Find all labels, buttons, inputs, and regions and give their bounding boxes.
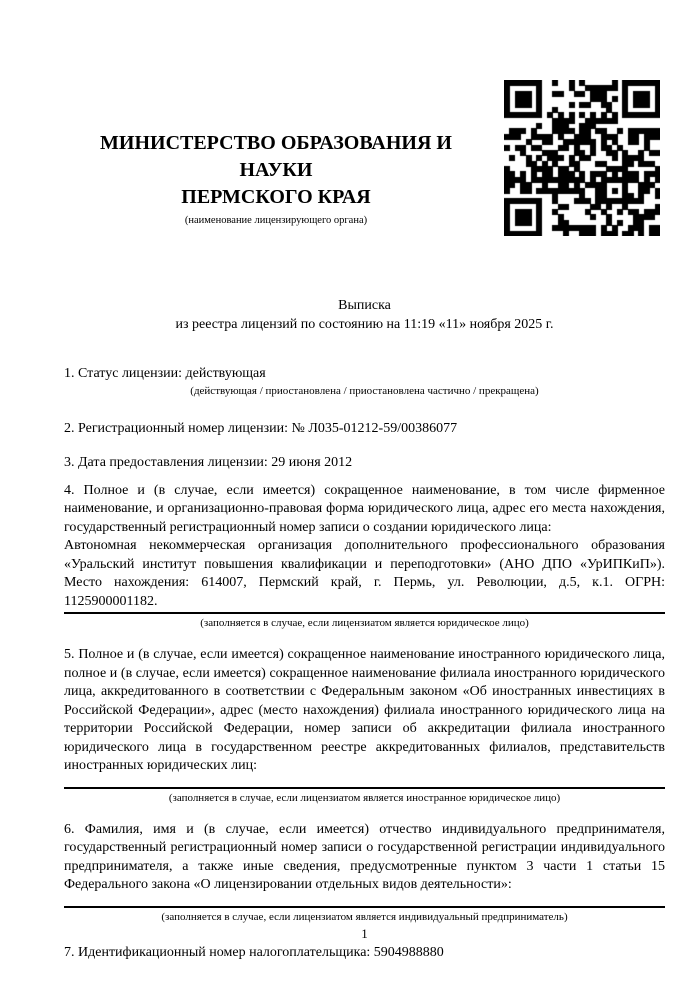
legal-entity-caption: (заполняется в случае, если лицензиатом является юридическое лицо) <box>200 617 529 629</box>
document-title-line2: из реестра лицензий по состоянию на 11:19 «11» ноября 2025 г. <box>175 316 554 332</box>
document-title-line1: Выписка <box>338 298 391 313</box>
taxpayer-number-text: 7. Идентификационный номер налогоплательщика: 5904988880 <box>64 944 444 960</box>
legal-entity-label: 4. Полное и (в случае, если имеется) сокращенное наименование, в том числе фирменное наименование, и организационно-правовая форма юридического лица, адрес его места нахождения, государственный регистрационный номер записи о создании юридического лица: <box>64 482 665 535</box>
ministry-name <box>64 130 488 211</box>
license-date-text: 3. Дата предоставления лицензии: 29 июня 2012 <box>64 455 353 470</box>
document-body <box>64 297 665 962</box>
item-license-date <box>64 454 665 473</box>
individual-entrepreneur-caption: (заполняется в случае, если лицензиатом является индивидуальный предприниматель) <box>161 910 568 923</box>
item-license-status <box>64 365 665 398</box>
ministry-header <box>64 130 488 227</box>
item-foreign-entity <box>64 646 665 805</box>
item-registration-number <box>64 420 665 439</box>
item-individual-entrepreneur <box>64 821 665 924</box>
individual-entrepreneur-label: 6. Фамилия, имя и (в случае, если имеется) отчество индивидуального предпринимателя, государственный регистрационный номер записи о государственной регистрации индивидуального предпринимателя, а также иные сведения, предусмотренные пунктом 3 части 1 статьи 15 Федерального закона «О лицензировании отдельных видов деятельности»: <box>64 821 665 892</box>
ministry-name-line2: ПЕРМСКОГО КРАЯ <box>181 186 371 208</box>
license-status-options-caption: (действующая / приостановлена / приостановлена частично / прекращена) <box>190 384 539 397</box>
document-title <box>64 297 665 334</box>
license-status-text: 1. Статус лицензии: действующая <box>64 366 266 381</box>
qr-code <box>504 80 660 236</box>
foreign-entity-blank-line <box>64 776 665 789</box>
item-taxpayer-number <box>64 944 665 963</box>
foreign-entity-label: 5. Полное и (в случае, если имеется) сокращенное наименование иностранного юридического лица, полное и (в случае, если имеется) сокращенное наименование филиала иностранного юридического лица, аккредитованного в соответствии с Федеральным законом «Об иностранных инвестициях в Российской Федерации», адрес (место нахождения) филиала иностранного юридического лица на территории Российской Федерации, номер записи об аккредитации филиала иностранного юридического лица в государственном реестре аккредитованных филиалов, представительств иностранных юридических лиц: <box>64 647 665 773</box>
page-number: 1 <box>361 926 368 941</box>
registration-number-text: 2. Регистрационный номер лицензии: № Л035-01212-59/00386077 <box>64 420 458 436</box>
ministry-name-line1: МИНИСТЕРСТВО ОБРАЗОВАНИЯ И НАУКИ <box>100 132 452 181</box>
foreign-entity-caption: (заполняется в случае, если лицензиатом является иностранное юридическое лицо) <box>168 791 561 804</box>
ministry-caption: (наименование лицензирующего органа) <box>184 215 368 226</box>
legal-entity-value: Автономная некоммерческая организация дополнительного профессионального образования «Уральский институт повышения квалификации и переподготовки» (АНО ДПО «УрИПКиП»). Место нахождения: 614007, Пермский край, г. Пермь, ул. Революции, д.5, к.1. ОГРН: 1125900001182. <box>64 537 665 614</box>
individual-entrepreneur-blank-line <box>64 895 665 908</box>
item-legal-entity <box>64 482 665 631</box>
